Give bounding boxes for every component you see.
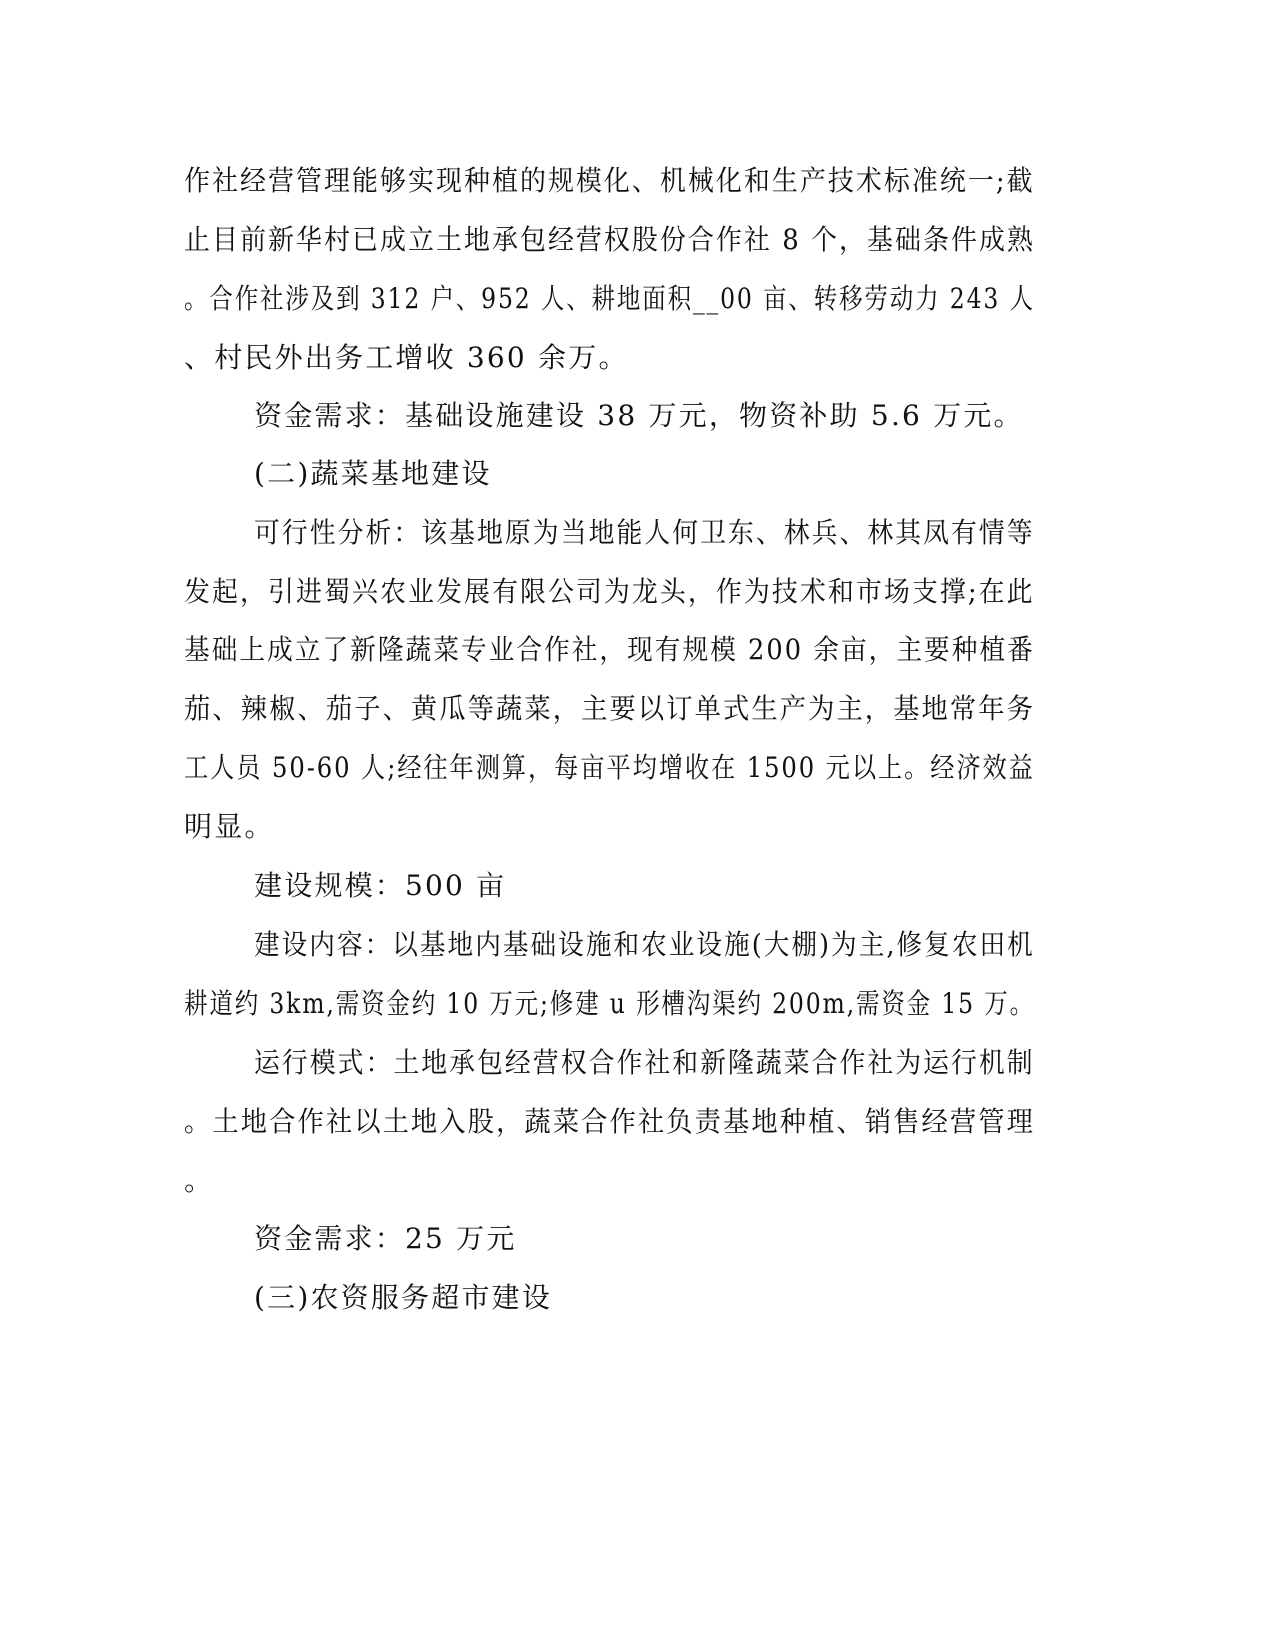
text-line: 止目前新华村已成立土地承包经营权股份合作社 8 个，基础条件成熟	[184, 223, 1036, 256]
text-line: 。土地合作社以土地入股，蔬菜合作社负责基地种植、销售经营管理	[184, 1105, 1036, 1138]
text-line: 建设内容：以基地内基础设施和农业设施(大棚)为主,修复农田机	[254, 928, 1035, 961]
text-line: 、村民外出务工增收 360 余万。	[184, 341, 629, 374]
text-line: 耕道约 3km,需资金约 10 万元;修建 u 形槽沟渠约 200m,需资金 15 万。	[184, 987, 1035, 1020]
text-line: 建设规模：500 亩	[254, 869, 507, 902]
text-line: 工人员 50-60 人;经往年测算，每亩平均增收在 1500 元以上。经济效益	[184, 751, 1035, 784]
text-line: 明显。	[184, 810, 275, 843]
text-line: 。合作社涉及到 312 户、952 人、耕地面积__00 亩、转移劳动力 243 人	[184, 282, 1035, 315]
text-line: 资金需求：25 万元	[254, 1222, 517, 1255]
text-line: 运行模式：土地承包经营权合作社和新隆蔬菜合作社为运行机制	[254, 1046, 1035, 1079]
text-line: 基础上成立了新隆蔬菜专业合作社，现有规模 200 余亩，主要种植番	[184, 633, 1035, 666]
text-line: 发起，引进蜀兴农业发展有限公司为龙头，作为技术和市场支撑;在此	[184, 575, 1035, 608]
section-heading: (三)农资服务超市建设	[254, 1281, 553, 1314]
text-line: 茄、辣椒、茄子、黄瓜等蔬菜，主要以订单式生产为主，基地常年务	[184, 692, 1036, 725]
text-line: 作社经营管理能够实现种植的规模化、机械化和生产技术标准统一;截	[184, 164, 1035, 197]
text-line: 。	[184, 1164, 215, 1197]
section-heading: (二)蔬菜基地建设	[254, 457, 492, 490]
text-line: 资金需求：基础设施建设 38 万元，物资补助 5.6 万元。	[254, 399, 1024, 432]
text-line: 可行性分析：该基地原为当地能人何卫东、林兵、林其凤有情等	[254, 516, 1035, 549]
